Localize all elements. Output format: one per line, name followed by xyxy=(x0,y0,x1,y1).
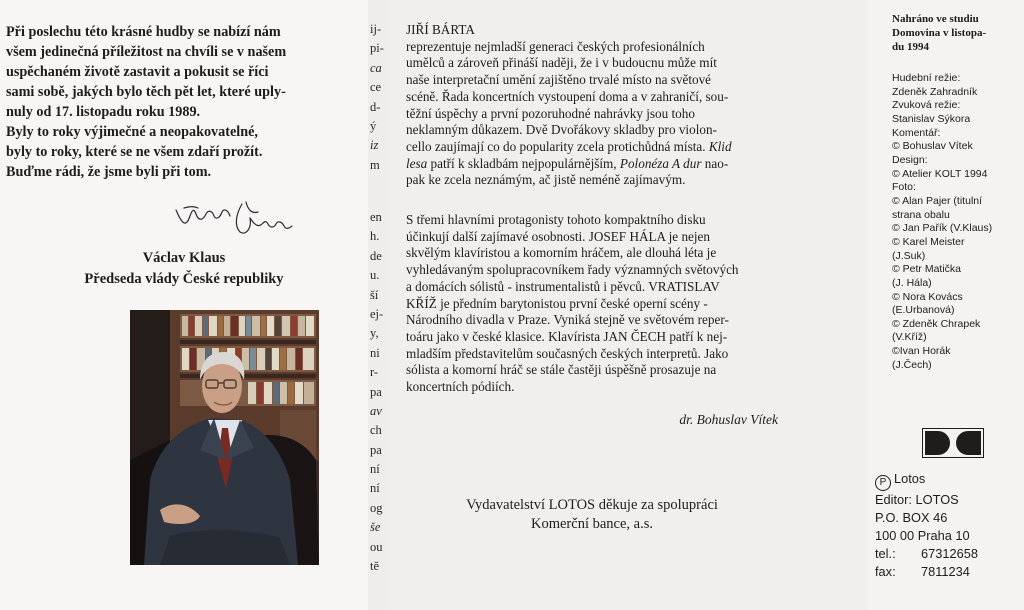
strip-fragment: r- xyxy=(370,365,379,380)
credit-line: (J. Hála) xyxy=(892,276,932,289)
thanks-note xyxy=(406,496,778,534)
strip-fragment: en xyxy=(370,210,382,224)
essay-line: a domácích sólistů - instrumentalistů i pěvců. VRATISLAV xyxy=(406,278,720,294)
strip-fragment: ce xyxy=(370,80,382,95)
essay-line: těžní úspěchy a první pozoruhodné nahrávky jsou toho xyxy=(406,105,695,121)
credit-line: © Bohuslav Vítek xyxy=(892,140,973,153)
foreword-line: Při poslechu této krásné hudby se nabízí nám xyxy=(6,24,281,40)
credit-line: ©Ivan Horák xyxy=(892,345,951,358)
foreword-line: Byly to roky výjimečné a neopakovatelné, xyxy=(6,124,258,140)
foreword-line: uspěchaném životě zastavit a pokusit se říci xyxy=(6,64,269,80)
cut-page-strip xyxy=(368,0,390,610)
essay-line: KŘÍŽ je předním barytonistou první české operní scény - xyxy=(406,295,708,311)
dolby-logo xyxy=(922,428,984,458)
publisher-city: 100 00 Praha 10 xyxy=(875,528,970,543)
credit-line: (V.Kříž) xyxy=(892,331,927,344)
essay-line: S třemi hlavními protagonisty tohoto kompaktního disku xyxy=(406,212,706,227)
strip-fragment: d- xyxy=(370,99,381,114)
strip-fragment: ou xyxy=(370,539,383,554)
essay-line: skvělým klavíristou a komorním hráčem, ale dlouhá léta je xyxy=(406,245,717,261)
foreword-line: nuly od 17. listopadu roku 1989. xyxy=(6,104,201,120)
foreword-line: Buďme rádi, že jsme byli při tom. xyxy=(6,164,212,180)
strip-fragment: ni xyxy=(370,345,380,360)
strip-fragment: ej- xyxy=(370,306,384,321)
strip-fragment: av xyxy=(370,403,382,418)
strip-fragment: ý xyxy=(370,118,377,133)
credit-line: (J.Čech) xyxy=(892,358,932,371)
credit-line: Design: xyxy=(892,153,928,166)
publisher-info xyxy=(875,470,978,581)
credit-line: Zdeněk Zahradník xyxy=(892,85,978,98)
credit-line: © Petr Matička xyxy=(892,263,962,276)
strip-fragment: ca xyxy=(370,60,382,75)
strip-fragment: og xyxy=(370,500,383,515)
essay-paragraph-2 xyxy=(406,212,778,396)
credit-line: Hudební režie: xyxy=(892,72,961,84)
essay-line: Národního divadla v Praze. Vyniká stejně ve světovém reper- xyxy=(406,312,729,328)
strip-fragment: pa xyxy=(370,442,382,457)
strip-fragment: ij- xyxy=(370,22,382,36)
essay-line: lesa patří k skladbám nejpopulárnějším, Polonéza A dur nao- xyxy=(406,155,729,171)
essay-line: účinkují další zajímavé osobnosti. JOSEF HÁLA je nejen xyxy=(406,228,711,244)
publisher-fax-row xyxy=(875,563,978,581)
foreword-line: všem jedinečná příležitost na chvíli se v našem xyxy=(6,44,287,60)
credit-line: (J.Suk) xyxy=(892,249,926,262)
essay-line: pak ke zcela neznámým, ač jistě neméně zajímavým. xyxy=(406,172,686,188)
credit-line: strana obalu xyxy=(892,208,950,221)
strip-fragment: še xyxy=(370,520,381,535)
essay-line: koncertních pódiích. xyxy=(406,379,515,395)
essay-line: sólista a komorní hráč se stále častěji úspěšně prosazuje na xyxy=(406,362,717,378)
strip-fragment: h. xyxy=(370,229,380,244)
portrait-photo xyxy=(130,310,319,565)
credit-line: © Karel Meister xyxy=(892,235,965,248)
signer-name: Václav Klaus xyxy=(142,250,226,266)
publisher-label-row xyxy=(875,470,978,491)
credit-line: Zvuková režie: xyxy=(892,99,961,112)
phonogram-icon: P xyxy=(875,475,891,491)
strip-fragment: ní xyxy=(370,481,380,496)
strip-fragment: ší xyxy=(370,287,379,302)
foreword-line: sami sobě, jakých bylo těch pět let, které uply- xyxy=(6,84,286,100)
recording-note xyxy=(892,12,986,54)
recording-note-line: Domovina v listopa- xyxy=(892,27,987,39)
strip-top-fragments xyxy=(370,20,384,175)
essay-line: reprezentuje nejmladší generaci českých profesionálních xyxy=(406,38,705,54)
credit-line: (E.Urbanová) xyxy=(892,304,955,317)
publisher-box: P.O. BOX 46 xyxy=(875,510,948,525)
essay-line: neklamným důkazem. Dvě Dvořákovy skladby pro violon- xyxy=(406,122,717,138)
essay-line: JIŘÍ BÁRTA xyxy=(406,22,475,37)
strip-fragment: pa xyxy=(370,384,382,399)
strip-bottom-fragments xyxy=(370,208,383,576)
recording-note-line: Nahráno ve studiu xyxy=(892,13,979,25)
credit-line: Komentář: xyxy=(892,126,941,139)
fax-label: fax: xyxy=(875,564,896,579)
strip-fragment: m xyxy=(370,157,380,172)
foreword-text xyxy=(6,22,358,182)
publisher-editor: Editor: LOTOS xyxy=(875,492,959,507)
essay-line: umělců a zároveň přináší naději, že i v budoucnu může mít xyxy=(406,55,717,71)
essay-line: cello zaujímají co do popularity zcela protichůdná místa. Klid xyxy=(406,138,732,154)
fax-number: 7811234 xyxy=(921,564,970,579)
strip-fragment: tě xyxy=(370,559,380,574)
tel-number: 67312658 xyxy=(921,546,978,561)
foreword-line: byly to roky, které se ne všem zdaří prožít. xyxy=(6,144,263,160)
essay-line: toáru jako v české klasice. Klavírista JAN ČECH patří k nej- xyxy=(406,328,728,344)
strip-fragment: de xyxy=(370,248,382,263)
essay-line: mladším představitelům současných českých interpretů. Jako xyxy=(406,345,729,361)
strip-fragment: ch xyxy=(370,423,382,438)
signer-title: Předseda vlády České republiky xyxy=(84,271,284,287)
strip-fragment: u. xyxy=(370,268,380,283)
essay-line: scéně. Řada koncertních vystoupení doma a v zahraničí, sou- xyxy=(406,88,729,104)
thanks-line: Vydavatelství LOTOS děkuje za spolupráci xyxy=(466,497,718,513)
strip-fragment: pi- xyxy=(370,41,384,56)
essay-signature: dr. Bohuslav Vítek xyxy=(679,412,778,427)
thanks-line: Komerční bance, a.s. xyxy=(531,516,653,532)
recording-note-line: du 1994 xyxy=(892,41,929,53)
essay-paragraph-1 xyxy=(406,22,778,189)
credit-line: Foto: xyxy=(892,181,916,194)
essay-line: naše interpretační umění zajištěno trvalé místo na světové xyxy=(406,72,712,88)
essay-line: vyhledávaným spolupracovníkem řady významných světových xyxy=(406,262,739,278)
publisher-label: Lotos xyxy=(894,471,926,486)
credit-line: © Jan Pařík (V.Klaus) xyxy=(892,222,993,235)
credit-line: © Alan Pajer (titulní xyxy=(892,194,983,207)
tel-label: tel.: xyxy=(875,546,896,561)
credit-line: Stanislav Sýkora xyxy=(892,112,971,125)
credit-line: © Atelier KOLT 1994 xyxy=(892,167,988,180)
handwritten-signature xyxy=(172,198,298,246)
strip-fragment: iz xyxy=(370,138,379,153)
credit-line: © Zdeněk Chrapek xyxy=(892,317,981,330)
credit-line: © Nora Kovács xyxy=(892,290,963,303)
credits-list xyxy=(892,72,992,372)
strip-fragment: ní xyxy=(370,462,380,477)
publisher-tel-row xyxy=(875,545,978,563)
strip-fragment: y, xyxy=(370,326,379,341)
foreword-panel xyxy=(0,0,368,610)
